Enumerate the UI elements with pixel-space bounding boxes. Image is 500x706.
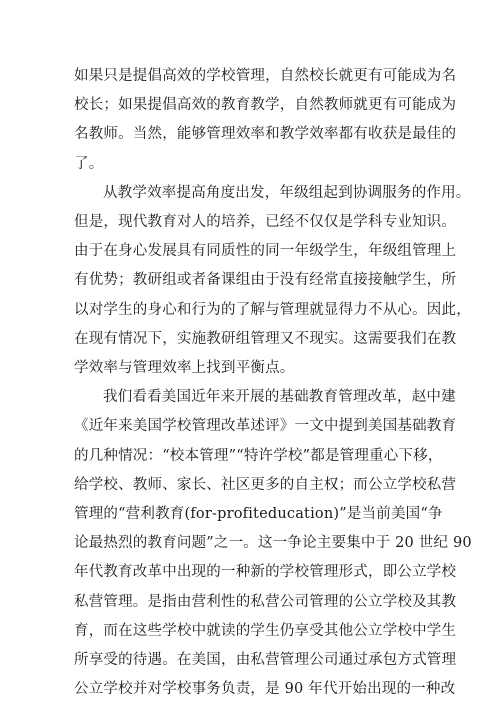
text-line: 学效率与管理效率上找到平衡点。 <box>74 360 295 377</box>
text-line: 校长；如果提倡高效的教育教学，自然教师就更有可能成为 <box>74 97 457 114</box>
text-line: 在现有情况下，实施教研组管理又不现实。这需要我们在教 <box>74 330 457 347</box>
text-line: 管理的“营利教育(for-profiteducation)”是当前美国“争 <box>74 506 443 523</box>
paragraph-1 <box>74 62 457 179</box>
text-line: 但是，现代教育对人的培养，已经不仅仅是学科专业知识。 <box>74 214 457 231</box>
text-line: 了。 <box>74 155 104 172</box>
text-line: 有优势；教研组或者备课组由于没有经常直接接触学生，所 <box>74 272 457 289</box>
text-line: 所享受的待遇。在美国，由私营管理公司通过承包方式管理 <box>74 652 457 669</box>
text-line: 如果只是提倡高效的学校管理，自然校长就更有可能成为名 <box>74 68 457 84</box>
text-line: 私营管理。是指由营利性的私营公司管理的公立学校及其教 <box>74 593 457 610</box>
text-line: 名教师。当然，能够管理效率和教学效率都有收获是最佳的 <box>74 126 457 143</box>
text-line: 论最热烈的教育问题”之一。这一争论主要集中于 20 世纪 90 <box>74 535 472 552</box>
text-line: 《近年来美国学校管理改革述评》一文中提到美国基础教育 <box>74 418 457 435</box>
text-line: 年代教育改革中出现的一种新的学校管理形式，即公立学校 <box>74 564 457 581</box>
text-line: 育，而在这些学校中就读的学生仍享受其他公立学校中学生 <box>74 622 457 639</box>
text-line: 以对学生的身心和行为的了解与管理就显得力不从心。因此， <box>74 301 471 318</box>
text-line: 公立学校并对学校事务负责，是 90 年代开始出现的一种改 <box>74 681 456 698</box>
text-line: 从教学效率提高角度出发，年级组起到协调服务的作用。 <box>103 184 471 201</box>
text-line: 由于在身心发展具有同质性的同一年级学生，年级组管理上 <box>74 243 457 260</box>
paragraph-2 <box>74 179 471 383</box>
paragraph-3 <box>74 383 472 704</box>
text-line: 给学校、教师、家长、社区更多的自主权；而公立学校私营 <box>74 476 457 493</box>
text-line: 的几种情况：“校本管理”“特许学校”都是管理重心下移， <box>74 447 443 464</box>
text-line: 我们看看美国近年来开展的基础教育管理改革，赵中建 <box>103 389 456 406</box>
document-page <box>74 62 472 704</box>
